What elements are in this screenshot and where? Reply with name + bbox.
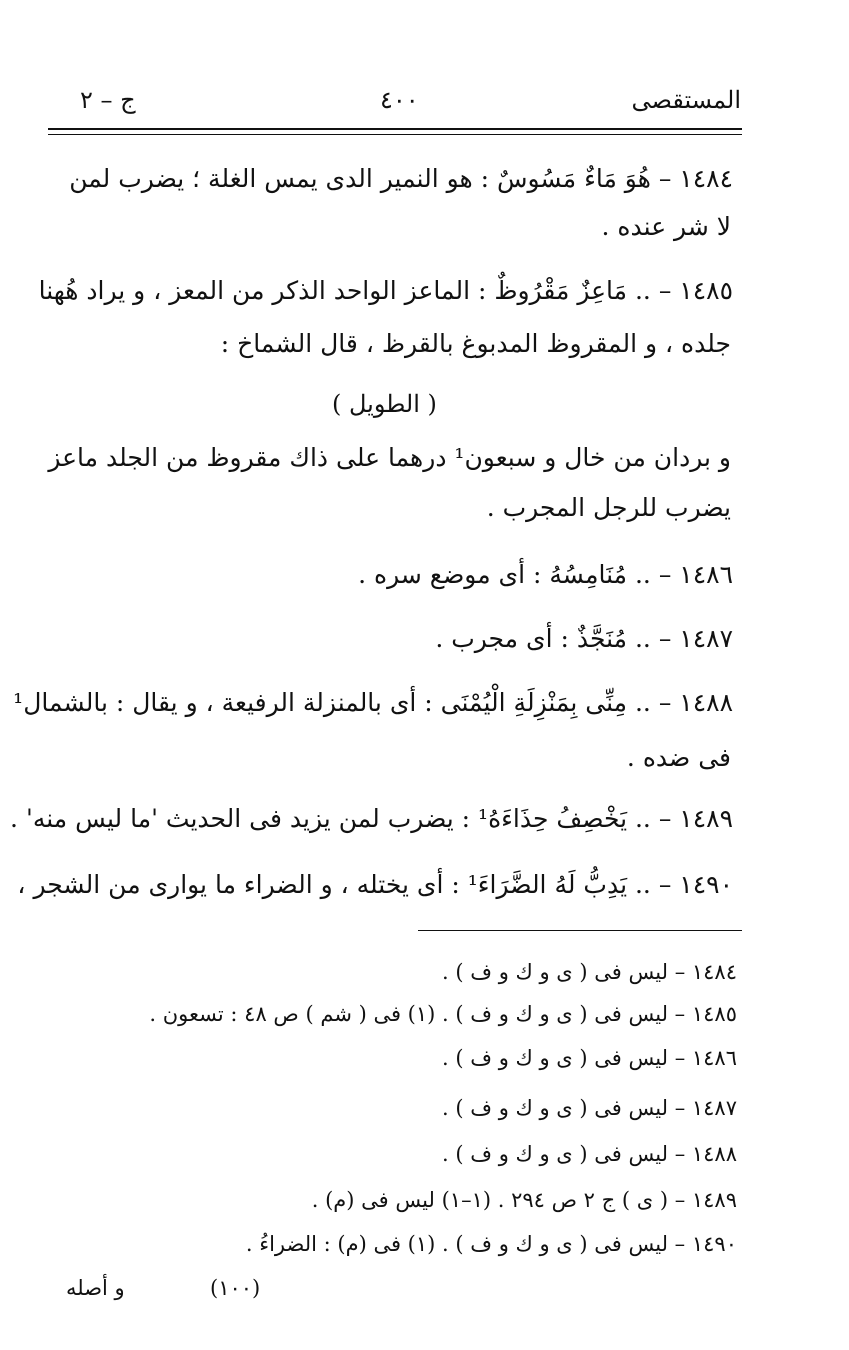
running-title: المستقصى [631, 86, 741, 114]
entry-1490: ١٤٩٠ – .. يَدِبُّ لَهُ الضَّرَاءَ¹ : أى يختله ، و الضراء ما يوارى من الشجر ، [17, 870, 733, 899]
footnote-1489: ١٤٨٩ – ( ى ) ج ٢ ص ٢٩٤ . (١–١) ليس فى (م) . [311, 1188, 737, 1212]
entry-1488-line1: ١٤٨٨ – .. مِنِّى بِمَنْزِلَةِ الْيُمْنَى : أى بالمنزلة الرفيعة ، و يقال : بالشمال¹ [13, 688, 733, 717]
footnote-1486: ١٤٨٦ – ليس فى ( ى و ك و ف ) . [442, 1046, 737, 1070]
footnote-1488: ١٤٨٨ – ليس فى ( ى و ك و ف ) . [442, 1142, 737, 1166]
verse-line: و بردان من خال و سبعون¹ درهما على ذاك مقروظ من الجلد ماعز [48, 443, 731, 472]
volume-label: ج – ٢ [80, 86, 136, 114]
entry-1487: ١٤٨٧ – .. مُنَجَّذٌ : أى مجرب . [435, 624, 733, 653]
header-rule-bottom [48, 134, 742, 135]
entry-1488-line2: فى ضده . [626, 743, 731, 772]
entry-1484-line2: لا شر عنده . [601, 212, 731, 241]
entry-1485-line1: ١٤٨٥ – .. مَاعِزٌ مَقْرُوظٌ : الماعز الواحد الذكر من المعز ، و يراد هُهنا [38, 276, 733, 305]
footnote-rule [418, 930, 742, 931]
page-number: ٤٠٠ [380, 86, 419, 114]
signature-mark: (١٠٠) [210, 1276, 261, 1300]
entry-1484-line1: ١٤٨٤ – هُوَ مَاءٌ مَسُوسٌ : هو النمير الدى يمس الغلة ؛ يضرب لمن [69, 164, 733, 193]
entry-1489: ١٤٨٩ – .. يَخْصِفُ حِذَاءَهُ¹ : يضرب لمن يزيد فى الحديث 'ما ليس منه' . [10, 804, 733, 833]
footnote-1490: ١٤٩٠ – ليس فى ( ى و ك و ف ) . (١) فى (م) : الضراءُ . [245, 1232, 737, 1256]
catchword: و أصله [66, 1276, 125, 1300]
footnote-1487: ١٤٨٧ – ليس فى ( ى و ك و ف ) . [442, 1096, 737, 1120]
poetic-meter: ( الطويل ) [332, 390, 437, 418]
footnote-1485: ١٤٨٥ – ليس فى ( ى و ك و ف ) . (١) فى ( شم ) ص ٤٨ : تسعون . [149, 1002, 737, 1026]
entry-1485-line2: جلده ، و المقروظ المدبوغ بالقرظ ، قال الشماخ : [220, 329, 731, 358]
entry-1486: ١٤٨٦ – .. مُنَامِسُهُ : أى موضع سره . [358, 560, 733, 589]
entry-1485-proverb-use: يضرب للرجل المجرب . [486, 493, 731, 522]
footnote-1484: ١٤٨٤ – ليس فى ( ى و ك و ف ) . [442, 960, 737, 984]
header-rule-top [48, 128, 742, 130]
